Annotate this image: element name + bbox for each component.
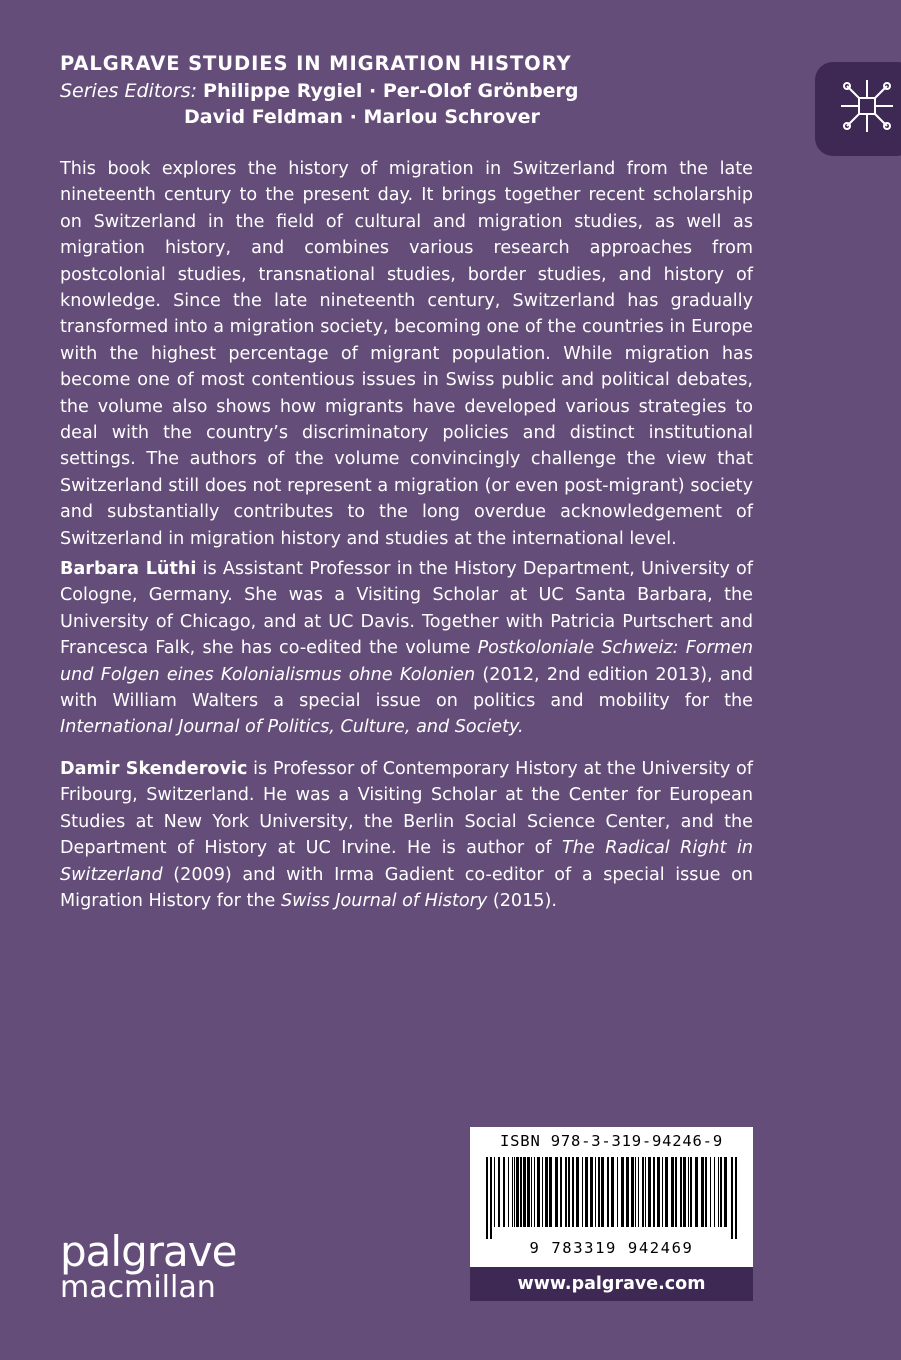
- barcode-bar: [590, 1157, 593, 1227]
- bio-text: (2015).: [487, 891, 557, 912]
- barcode-bar: [695, 1157, 698, 1227]
- publisher-logo-line1: palgrave: [60, 1227, 237, 1276]
- book-description: [60, 156, 753, 552]
- barcode-bar: [585, 1157, 588, 1227]
- isbn-text: ISBN 978-3-319-94246-9: [500, 1132, 723, 1150]
- barcode-bar: [617, 1157, 618, 1227]
- barcode-bar: [512, 1157, 513, 1227]
- barcode-bar: [621, 1157, 624, 1227]
- publisher-logo-line2: macmillan: [60, 1269, 216, 1305]
- book-title-italic: Postkoloniale Schweiz: Formen und Folgen eines Kolonialismus ohne Kolonien: [60, 638, 753, 685]
- barcode-bar: [680, 1157, 682, 1227]
- barcode-bar: [582, 1157, 583, 1227]
- barcode-bar: [565, 1157, 567, 1227]
- barcode-bar: [576, 1157, 579, 1227]
- barcode-bar: [545, 1157, 548, 1227]
- barcode-bar: [735, 1157, 737, 1239]
- barcode-bar: [601, 1157, 604, 1227]
- publisher-url: www.palgrave.com: [470, 1267, 753, 1301]
- author-name-luthi: Barbara Lüthi: [60, 559, 197, 579]
- bio-paragraph-luthi: [60, 556, 753, 741]
- barcode-bar: [731, 1157, 733, 1239]
- series-editors-row1: [60, 78, 579, 104]
- series-title: PALGRAVE STUDIES IN MIGRATION HISTORY: [60, 52, 572, 75]
- barcode-bar: [690, 1157, 692, 1227]
- barcode-bar: [537, 1157, 540, 1227]
- barcode-bar: [555, 1157, 558, 1227]
- barcode-bar: [549, 1157, 552, 1227]
- author-bio-skenderovic: [60, 756, 753, 914]
- barcode-bar: [572, 1157, 574, 1227]
- series-editors-label: Series Editors:: [60, 80, 197, 102]
- series-editors: [60, 78, 579, 130]
- description-paragraph: This book explores the history of migration in Switzerland from the late nineteenth century to the present day. It brings together recent scholarship on Switzerland in the field of cultural and migration studies, as well as migration history, and combines various research approaches from postcolonial studies, transnational studies, border studies, and history of knowledge. Since the late nineteenth century, Switzerland has gradually transformed into a migration society, becoming one of the countries in Europe with the highest percentage of migrant population. While migration has become one of most contentious issues in Swiss public and political debates, the volume also shows how migrants have developed various strategies to deal with the country’s discriminatory policies and distinct institutional settings. The authors of the volume convincingly challenge the view that Switzerland still does not represent a migration (or even post-migrant) society and substantially contributes to the long overdue acknowledgement of Switzerland in migration history and studies at the international level.: [60, 159, 753, 549]
- barcode-bar: [568, 1157, 570, 1227]
- network-square-icon: [837, 76, 897, 136]
- journal-title-italic: Swiss Journal of History: [280, 891, 488, 912]
- barcode-bars: [482, 1157, 741, 1239]
- book-title-italic: The Radical Right in Switzerland: [60, 838, 753, 885]
- series-editors-names-2: David Feldman · Marlou Schrover: [184, 106, 540, 128]
- series-editors-names-1: Philippe Rygiel · Per-Olof Grönberg: [203, 80, 579, 102]
- barcode-bar: [595, 1157, 596, 1227]
- series-emblem-tab: [815, 62, 901, 156]
- barcode-bar: [534, 1157, 535, 1227]
- barcode-bar: [498, 1157, 500, 1227]
- barcode-bar: [494, 1157, 495, 1227]
- barcode-bar: [638, 1157, 639, 1227]
- barcode-bar: [718, 1157, 719, 1227]
- barcode-bar: [527, 1157, 530, 1227]
- author-name-skenderovic: Damir Skenderovic: [60, 759, 248, 779]
- barcode-bar: [705, 1157, 707, 1227]
- bio-text: (2009) and with Irma Gadient co-editor of a special issue on Migration History for the: [60, 864, 753, 912]
- barcode-bar: [653, 1157, 655, 1227]
- barcode-bar: [516, 1157, 519, 1227]
- barcode-bar: [710, 1157, 711, 1227]
- bio-text: is Assistant Professor in the History Department, University of Cologne, Germany. She was a Visiting Scholar at UC Santa Barbara, the University of Chicago, and at UC Davis. Together with Patricia Purtschert and Francesca Falk, she has co-edited the volume: [60, 559, 753, 659]
- barcode-bar: [724, 1157, 727, 1227]
- barcode-bar: [611, 1157, 614, 1227]
- barcode-bar: [626, 1157, 629, 1227]
- bio-text: (2012, 2nd edition 2013), and with William Walters a special issue on politics and mobility for the: [60, 664, 753, 712]
- barcode-bar: [720, 1157, 722, 1227]
- journal-title-italic: International Journal of Politics, Culture, and Society.: [60, 717, 524, 738]
- barcode-bar: [486, 1157, 488, 1239]
- barcode-bar: [635, 1157, 636, 1227]
- barcode-bar: [675, 1157, 677, 1227]
- barcode-bar: [503, 1157, 505, 1227]
- barcode-bar: [688, 1157, 689, 1227]
- barcode-bar: [520, 1157, 522, 1227]
- publisher-logo: [60, 1227, 237, 1305]
- barcode-panel: [470, 1127, 753, 1301]
- bio-paragraph-skenderovic: [60, 756, 753, 914]
- barcode-bar: [642, 1157, 644, 1227]
- barcode-bar: [671, 1157, 674, 1227]
- barcode-bar: [657, 1157, 660, 1227]
- barcode-bar: [645, 1157, 646, 1227]
- bio-text: is Professor of Contemporary History at the University of Fribourg, Switzerland. He was a Visiting Scholar at the Center for European Studies at New York University, the Berlin Social Science Center, and the Department of History at UC Irvine. He is author of: [60, 759, 753, 859]
- barcode-bar: [490, 1157, 492, 1239]
- barcode-bar: [665, 1157, 668, 1227]
- barcode-bar: [508, 1157, 509, 1227]
- barcode-bar: [542, 1157, 543, 1227]
- barcode-bar: [714, 1157, 715, 1227]
- barcode-bar: [683, 1157, 686, 1227]
- barcode-digits: 9 783319 942469: [529, 1239, 694, 1257]
- barcode-bar: [560, 1157, 562, 1227]
- barcode-bar: [598, 1157, 600, 1227]
- barcode-bar: [648, 1157, 651, 1227]
- barcode-bar: [607, 1157, 609, 1227]
- barcode-bar: [662, 1157, 663, 1227]
- author-bio-luthi: [60, 556, 753, 741]
- barcode-bar: [631, 1157, 634, 1227]
- barcode-bar: [531, 1157, 532, 1227]
- barcode-bar: [523, 1157, 526, 1227]
- barcode-bar: [514, 1157, 515, 1227]
- barcode-bar: [701, 1157, 704, 1227]
